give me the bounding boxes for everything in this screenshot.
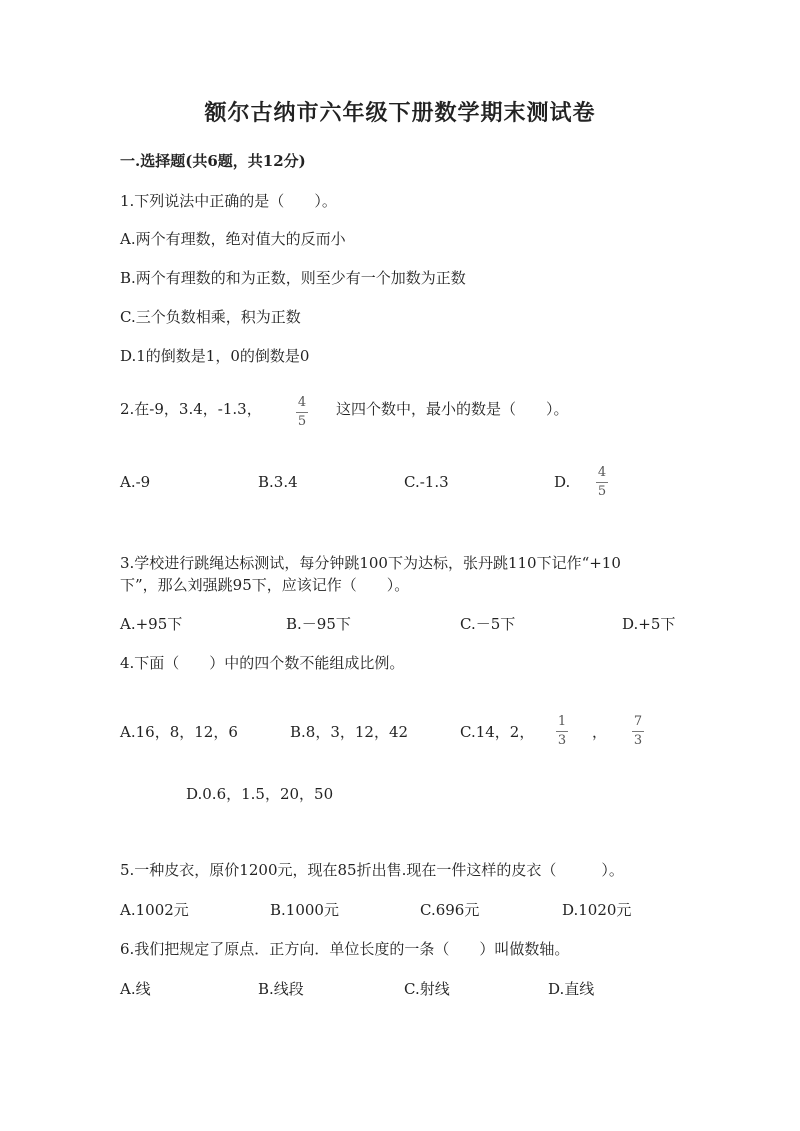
q3-stem-line1: 3.学校进行跳绳达标测试，每分钟跳100下为达标，张丹跳110下记作“+10 <box>120 554 621 572</box>
q2-option-d: D. <box>554 473 571 491</box>
q1-option-d: D.1的倒数是1，0的倒数是0 <box>120 347 310 365</box>
fraction-bar <box>556 731 568 732</box>
q2-option-c: C.-1.3 <box>404 473 449 491</box>
fraction-numerator: 4 <box>297 395 307 410</box>
q4-option-d: D.0.6，1.5，20，50 <box>186 785 334 803</box>
q1-option-a: A.两个有理数，绝对值大的反而小 <box>120 230 346 248</box>
q5-option-d: D.1020元 <box>562 901 632 919</box>
q4-option-c-fraction-2 <box>632 715 644 748</box>
fraction-bar <box>296 412 308 413</box>
q6-option-a: A.线 <box>120 980 151 998</box>
q2-stem-part2: 这四个数中，最小的数是（ ）。 <box>336 400 569 418</box>
q1-option-c: C.三个负数相乘，积为正数 <box>120 308 301 326</box>
fraction-bar <box>632 731 644 732</box>
fraction-denominator: 5 <box>297 414 307 429</box>
q4-option-c: C.14，2， <box>460 723 535 741</box>
fraction-numerator: 1 <box>557 714 567 729</box>
q1-option-b: B.两个有理数的和为正数，则至少有一个加数为正数 <box>120 269 466 287</box>
fraction-denominator: 3 <box>633 733 643 748</box>
q3-option-a: A.+95下 <box>120 615 183 633</box>
fraction-numerator: 7 <box>633 714 643 729</box>
q3-stem-line2: 下”，那么刘强跳95下，应该记作（ ）。 <box>120 576 410 594</box>
q2-option-d-fraction <box>596 466 608 499</box>
q3-option-c: C.－5下 <box>460 615 516 633</box>
q5-option-a: A.1002元 <box>120 901 189 919</box>
q4-option-c-comma: ， <box>592 723 608 741</box>
page-title: 额尔古纳市六年级下册数学期末测试卷 <box>204 100 596 126</box>
q3-option-d: D.+5下 <box>622 615 676 633</box>
q6-option-c: C.射线 <box>404 980 450 998</box>
q4-option-c-fraction-1 <box>556 715 568 748</box>
q2-option-b: B.3.4 <box>258 473 298 491</box>
q2-stem-part1: 2.在-9，3.4，-1.3， <box>120 400 262 418</box>
q4-stem: 4.下面（ ）中的四个数不能组成比例。 <box>120 654 405 672</box>
q3-option-b: B.－95下 <box>286 615 351 633</box>
fraction-denominator: 5 <box>597 484 607 499</box>
q5-stem: 5.一种皮衣，原价1200元，现在85折出售.现在一件这样的皮衣（ ）。 <box>120 861 624 879</box>
q5-option-c: C.696元 <box>420 901 480 919</box>
q4-option-a: A.16，8，12，6 <box>120 723 238 741</box>
fraction-denominator: 3 <box>557 733 567 748</box>
fraction-numerator: 4 <box>597 465 607 480</box>
section-heading: 一.选择题(共6题，共12分) <box>120 152 306 170</box>
fraction-bar <box>596 482 608 483</box>
q2-fraction <box>296 396 308 429</box>
q6-stem: 6.我们把规定了原点．正方向．单位长度的一条（ ）叫做数轴。 <box>120 940 570 958</box>
q6-option-b: B.线段 <box>258 980 304 998</box>
q4-option-b: B.8，3，12，42 <box>290 723 409 741</box>
q5-option-b: B.1000元 <box>270 901 339 919</box>
q1-stem: 1.下列说法中正确的是（ ）。 <box>120 192 337 210</box>
q6-option-d: D.直线 <box>548 980 595 998</box>
q2-option-a: A.-9 <box>120 473 151 491</box>
